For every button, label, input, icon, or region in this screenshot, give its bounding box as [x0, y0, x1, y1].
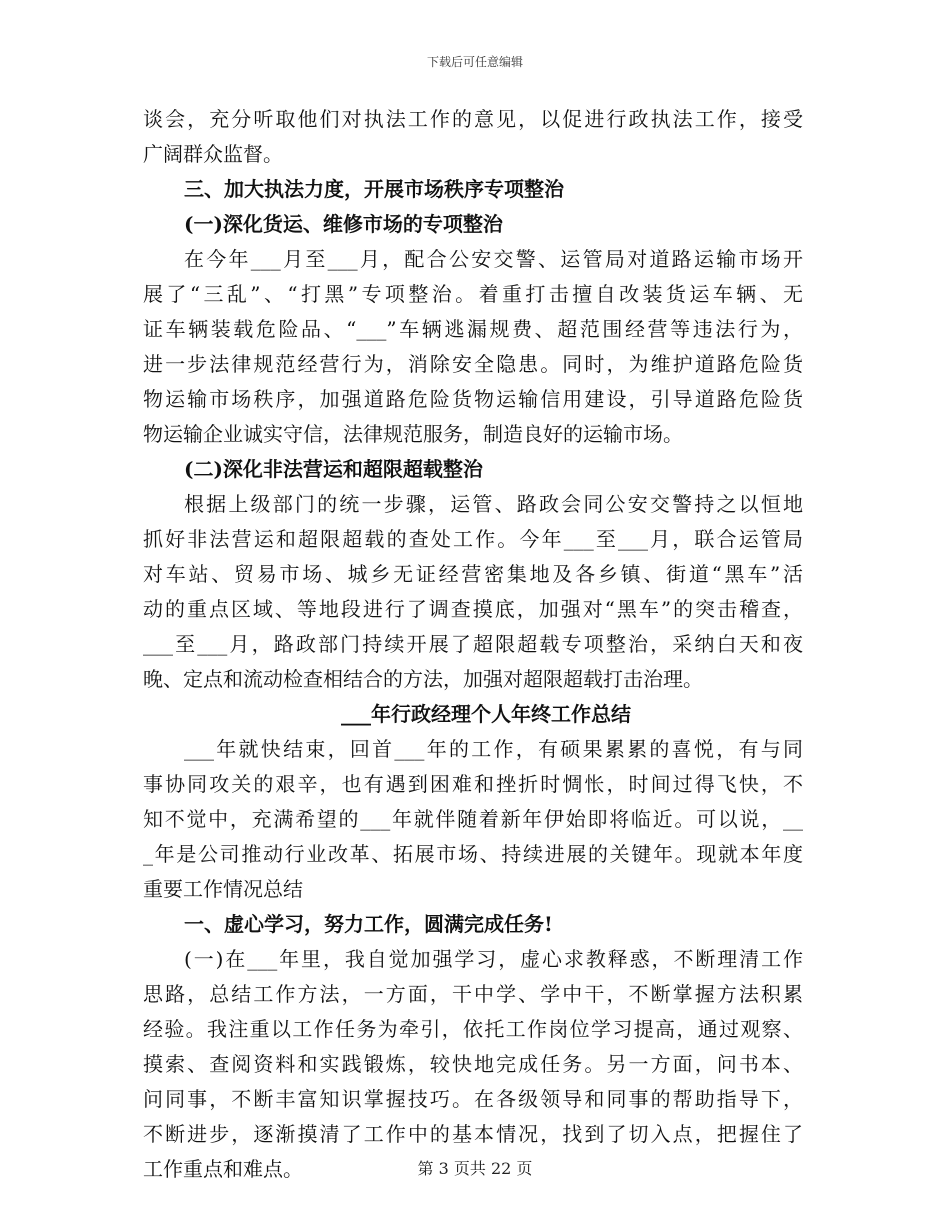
text-line: _年是公司推动行业改革、拓展市场、持续进展的关键年。现就本年度 [143, 842, 803, 866]
text-line: 广阔群众监督。 [143, 142, 283, 166]
page-header: 下载后可任意编辑 [426, 55, 523, 69]
text-line: 工作重点和难点。 [143, 1157, 303, 1181]
section-heading: (二)深化非法营运和超限超载整治 [184, 457, 483, 481]
text-line: 物运输市场秩序，加强道路危险货物运输信用建设，引导道路危险货 [143, 387, 803, 411]
text-line: 经验。我注重以工作任务为牵引，依托工作岗位学习提高，通过观察、 [143, 1017, 803, 1041]
text-line: 物运输企业诚实守信，法律规范服务，制造良好的运输市场。 [143, 422, 683, 446]
text-line: 重要工作情况总结 [143, 877, 303, 901]
page-footer: 第 3 页共 22 页 [417, 1159, 533, 1178]
text-line: 知不觉中，充满希望的___年就伴随着新年伊始即将临近。可以说，__ [143, 807, 803, 831]
document-title: ___年行政经理个人年终工作总结 [341, 702, 631, 726]
text-line: 抓好非法营运和超限超载的查处工作。今年___至___月，联合运管局 [143, 527, 803, 551]
text-line: 根据上级部门的统一步骤，运管、路政会同公安交警持之以恒地 [184, 492, 803, 516]
text-line: 展了“三乱”、“打黑”专项整治。着重打击擅自改装货运车辆、无 [143, 282, 803, 306]
text-line: 进一步法律规范经营行为，消除安全隐患。同时，为维护道路危险货 [143, 352, 803, 376]
text-line: 思路，总结工作方法，一方面，干中学、学中干，不断掌握方法积累 [143, 982, 803, 1006]
text-line: 证车辆装载危险品、“___”车辆逃漏规费、超范围经营等违法行为， [143, 317, 803, 341]
section-heading: (一)深化货运、维修市场的专项整治 [184, 212, 503, 236]
section-heading: 三、加大执法力度，开展市场秩序专项整治 [184, 177, 564, 201]
text-line: 不断进步，逐渐摸清了工作中的基本情况，找到了切入点，把握住了 [143, 1122, 803, 1146]
text-line: 问同事，不断丰富知识掌握技巧。在各级领导和同事的帮助指导下， [143, 1087, 803, 1111]
text-line: 晚、定点和流动检查相结合的方法，加强对超限超载打击治理。 [143, 667, 703, 691]
text-line: ___年就快结束，回首___年的工作，有硕果累累的喜悦，有与同 [184, 737, 803, 761]
text-line: 动的重点区域、等地段进行了调查摸底，加强对“黑车”的突击稽查， [143, 597, 803, 621]
text-line: 在今年___月至___月，配合公安交警、运管局对道路运输市场开 [184, 247, 803, 271]
text-line: 摸索、查阅资料和实践锻炼，较快地完成任务。另一方面，问书本、 [143, 1052, 803, 1076]
section-heading: 一、虚心学习，努力工作，圆满完成任务! [184, 912, 553, 936]
text-line: 事协同攻关的艰辛，也有遇到困难和挫折时惆怅，时间过得飞快，不 [143, 772, 803, 796]
document-body [143, 102, 803, 1187]
text-line: ___至___月，路政部门持续开展了超限超载专项整治，采纳白天和夜 [143, 632, 803, 656]
text-line: 谈会，充分听取他们对执法工作的意见，以促进行政执法工作，接受 [143, 107, 803, 131]
text-line: (一)在___年里，我自觉加强学习，虚心求教释惑，不断理清工作 [184, 947, 803, 971]
text-line: 对车站、贸易市场、城乡无证经营密集地及各乡镇、街道“黑车”活 [143, 562, 803, 586]
